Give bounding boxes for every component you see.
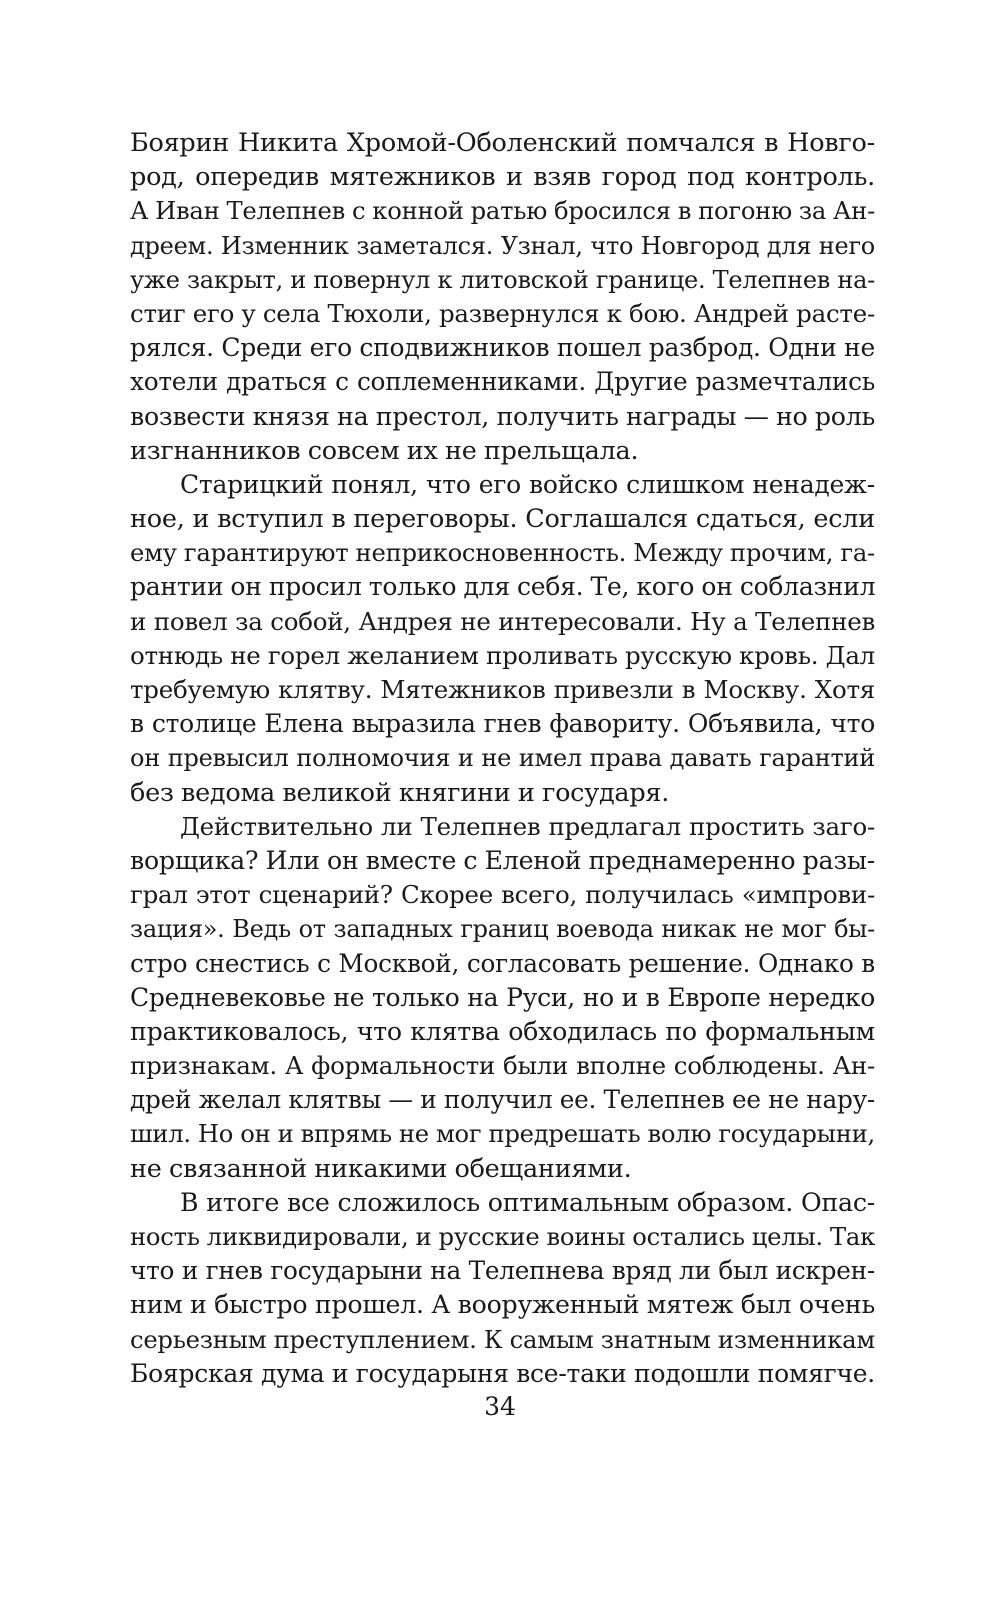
text-line: серьезным преступлением. К самым знатным изменникам bbox=[130, 1324, 875, 1354]
text-line: ность ликвидировали, и русские воины остались целы. Так bbox=[130, 1222, 875, 1251]
text-line: в столице Елена выразила гнев фавориту. Объявила, что bbox=[130, 709, 875, 739]
text-line: А Иван Телепнев с конной ратью бросился в погоню за Ан- bbox=[130, 196, 876, 226]
paragraph bbox=[130, 468, 875, 810]
text-line: дрей желал клятвы — и получил ее. Телепнев ее не нару- bbox=[130, 1085, 875, 1115]
text-line: зация». Ведь от западных границ воевода никак не мог бы- bbox=[130, 915, 875, 944]
text-line: грал этот сценарий? Скорее всего, получилась «импрови- bbox=[130, 880, 875, 910]
text-line: В итоге все сложилось оптимальным образом. Опас- bbox=[180, 1187, 875, 1217]
text-line: род, опередив мятежников и взяв город под контроль. bbox=[130, 162, 875, 193]
text-line: стро снестись с Москвой, согласовать решение. Однако в bbox=[130, 948, 875, 978]
page-number: 34 bbox=[484, 1392, 516, 1421]
text-line: хотели драться с соплеменниками. Другие размечтались bbox=[130, 367, 875, 397]
paragraph bbox=[130, 126, 875, 468]
text-line: шил. Но он и впрямь не мог предрешать волю государыни, bbox=[130, 1119, 875, 1149]
text-line: изгнанников совсем их не прельщала. bbox=[130, 435, 639, 466]
text-line: признакам. А формальности были вполне соблюдены. Ан- bbox=[130, 1051, 875, 1081]
text-line: отнюдь не горел желанием проливать русскую кровь. Дал bbox=[130, 640, 875, 670]
text-line: требуемую клятву. Мятежников привезли в Москву. Хотя bbox=[130, 675, 875, 704]
text-line: ним и быстро прошел. А вооруженный мятеж был очень bbox=[130, 1290, 875, 1320]
text-line: что и гнев государыни на Телепнева вряд ли был искрен- bbox=[130, 1256, 875, 1286]
paragraph bbox=[130, 810, 875, 1186]
text-line: не связанной никакими обещаниями. bbox=[130, 1153, 632, 1184]
text-line: рялся. Среди его сподвижников пошел разброд. Одни не bbox=[130, 333, 875, 363]
text-line: рантии он просил только для себя. Те, кого он соблазнил bbox=[130, 572, 876, 602]
body-text bbox=[130, 126, 875, 1391]
text-line: Средневековье не только на Руси, но и в Европе нередко bbox=[130, 982, 875, 1012]
text-line: стиг его у села Тюхоли, развернулся к бою. Андрей расте- bbox=[130, 298, 875, 328]
paragraph bbox=[130, 1186, 875, 1391]
text-line: ему гарантируют неприкосновенность. Между прочим, га- bbox=[130, 538, 875, 568]
text-line: уже закрыт, и повернул к литовской границе. Телепнев на- bbox=[130, 265, 875, 294]
text-line: ворщика? Или он вместе с Еленой преднамеренно разы- bbox=[130, 845, 875, 875]
text-line: дреем. Изменник заметался. Узнал, что Новгород для него bbox=[130, 231, 875, 260]
text-line: он превысил полномочия и не имел права давать гарантий bbox=[130, 744, 875, 773]
text-line: Боярская дума и государыня все-таки подошли помягче. bbox=[130, 1358, 875, 1388]
text-line: возвести князя на престол, получить награды — но роль bbox=[130, 401, 875, 431]
text-line: и повел за собой, Андрея не интересовали. Ну а Телепнев bbox=[130, 606, 875, 636]
text-line: Действительно ли Телепнев предлагал простить заго- bbox=[180, 811, 875, 841]
text-line: Старицкий понял, что его войско слишком ненадеж- bbox=[180, 469, 875, 499]
text-line: практиковалось, что клятва обходилась по формальным bbox=[130, 1016, 875, 1046]
text-line: Боярин Никита Хромой-Оболенский помчался в Новго- bbox=[130, 128, 875, 158]
text-line: без ведома великой княгини и государя. bbox=[130, 777, 670, 808]
text-line: ное, и вступил в переговоры. Соглашался сдаться, если bbox=[130, 504, 875, 535]
